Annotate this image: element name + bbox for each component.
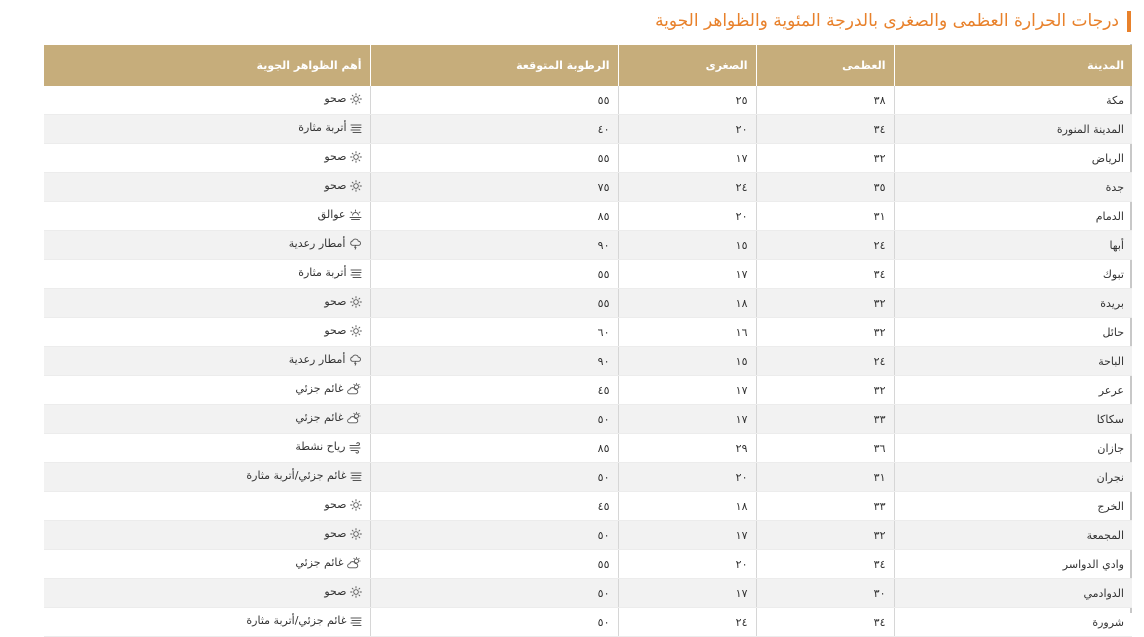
- max-temp-cell: ٣٢: [756, 376, 894, 405]
- city-cell: المدينة المنورة: [894, 115, 1132, 144]
- min-temp-cell: ٢٠: [618, 115, 756, 144]
- city-cell: الدوادمي: [894, 579, 1132, 608]
- humidity-cell: ٥٥: [370, 144, 618, 173]
- phenomenon-cell: [44, 550, 370, 579]
- phenomenon: [298, 121, 361, 134]
- min-temp-cell: ١٧: [618, 405, 756, 434]
- min-temp-cell: ٢٠: [618, 202, 756, 231]
- humidity-cell: ٥٥: [370, 550, 618, 579]
- city-cell: شرورة: [894, 608, 1132, 637]
- phenomenon-cell: [44, 521, 370, 550]
- phenomenon-label: أمطار رعدية: [288, 237, 346, 251]
- humidity-cell: ٩٠: [370, 231, 618, 260]
- partly-cloudy-icon: [344, 412, 362, 424]
- page-title-bar: [655, 10, 1131, 32]
- sun-icon: [347, 325, 362, 337]
- table-row: [44, 289, 1132, 318]
- max-temp-cell: ٣٢: [756, 318, 894, 347]
- table-row: [44, 521, 1132, 550]
- sun-icon: [347, 499, 362, 511]
- header-humidity: الرطوبة المتوقعة: [370, 45, 618, 86]
- table-row: [44, 260, 1132, 289]
- phenomenon: [295, 382, 361, 395]
- max-temp-cell: ٣٦: [756, 434, 894, 463]
- city-cell: الدمام: [894, 202, 1132, 231]
- phenomenon-cell: [44, 289, 370, 318]
- phenomenon-cell: [44, 202, 370, 231]
- sun-icon: [347, 151, 362, 163]
- humidity-cell: ٤٥: [370, 376, 618, 405]
- min-temp-cell: ١٧: [618, 521, 756, 550]
- city-cell: المجمعة: [894, 521, 1132, 550]
- min-temp-cell: ١٨: [618, 492, 756, 521]
- city-cell: الرياض: [894, 144, 1132, 173]
- min-temp-cell: ٢٩: [618, 434, 756, 463]
- header-min: الصغرى: [618, 45, 756, 86]
- table-row: [44, 347, 1132, 376]
- phenomenon-cell: [44, 115, 370, 144]
- phenomenon-label: صحو: [324, 179, 347, 193]
- phenomenon-label: عوالق: [317, 208, 346, 222]
- phenomenon-label: صحو: [324, 498, 347, 512]
- phenomenon-label: صحو: [324, 295, 347, 309]
- city-cell: جدة: [894, 173, 1132, 202]
- min-temp-cell: ١٧: [618, 144, 756, 173]
- max-temp-cell: ٣٠: [756, 579, 894, 608]
- humidity-cell: ٤٥: [370, 492, 618, 521]
- max-temp-cell: ٣٤: [756, 608, 894, 637]
- phenomenon-label: غائم جزئي: [295, 382, 344, 396]
- min-temp-cell: ٢٠: [618, 463, 756, 492]
- humidity-cell: ٥٠: [370, 463, 618, 492]
- header-max: العظمى: [756, 45, 894, 86]
- humidity-cell: ٥٥: [370, 86, 618, 115]
- header-phenomena: أهم الظواهر الجوية: [44, 45, 370, 86]
- table-body: [44, 86, 1132, 637]
- city-cell: سكاكا: [894, 405, 1132, 434]
- city-cell: تبوك: [894, 260, 1132, 289]
- phenomenon-cell: [44, 144, 370, 173]
- table-row: [44, 115, 1132, 144]
- table-row: [44, 492, 1132, 521]
- phenomenon: [324, 585, 361, 598]
- sun-icon: [347, 93, 362, 105]
- phenomenon: [324, 324, 361, 337]
- phenomenon: [295, 556, 361, 569]
- max-temp-cell: ٣٤: [756, 115, 894, 144]
- min-temp-cell: ١٧: [618, 260, 756, 289]
- table-row: [44, 405, 1132, 434]
- phenomenon: [295, 411, 361, 424]
- phenomenon-cell: [44, 376, 370, 405]
- max-temp-cell: ٣٢: [756, 289, 894, 318]
- table-row: [44, 579, 1132, 608]
- city-cell: عرعر: [894, 376, 1132, 405]
- min-temp-cell: ٢٤: [618, 608, 756, 637]
- humidity-cell: ٩٠: [370, 347, 618, 376]
- dust-icon: [347, 615, 362, 627]
- dust-icon: [347, 122, 362, 134]
- phenomenon-cell: [44, 260, 370, 289]
- humidity-cell: ٥٠: [370, 579, 618, 608]
- max-temp-cell: ٣٤: [756, 550, 894, 579]
- city-cell: الباحة: [894, 347, 1132, 376]
- phenomenon: [295, 440, 361, 453]
- humidity-cell: ٥٠: [370, 521, 618, 550]
- max-temp-cell: ٣٣: [756, 492, 894, 521]
- phenomenon: [324, 179, 361, 192]
- min-temp-cell: ١٥: [618, 231, 756, 260]
- min-temp-cell: ١٦: [618, 318, 756, 347]
- max-temp-cell: ٣٣: [756, 405, 894, 434]
- city-cell: الخرج: [894, 492, 1132, 521]
- table-row: [44, 550, 1132, 579]
- phenomenon: [318, 208, 362, 221]
- humidity-cell: ٥٥: [370, 289, 618, 318]
- partly-cloudy-icon: [344, 383, 362, 395]
- wind-icon: [346, 441, 362, 453]
- sun-icon: [347, 180, 362, 192]
- humidity-cell: ٨٥: [370, 202, 618, 231]
- table-row: [44, 608, 1132, 637]
- max-temp-cell: ٢٤: [756, 347, 894, 376]
- phenomenon: [246, 614, 361, 627]
- table-header-row: [44, 45, 1132, 86]
- phenomenon: [324, 527, 361, 540]
- max-temp-cell: ٣١: [756, 202, 894, 231]
- thunder-rain-icon: [346, 354, 362, 366]
- phenomenon-label: غائم جزئي/أتربة مثارة: [246, 469, 347, 483]
- phenomenon-cell: [44, 347, 370, 376]
- phenomenon: [246, 469, 361, 482]
- humidity-cell: ٤٠: [370, 115, 618, 144]
- city-cell: وادي الدواسر: [894, 550, 1132, 579]
- min-temp-cell: ١٥: [618, 347, 756, 376]
- max-temp-cell: ٣٨: [756, 86, 894, 115]
- haze-icon: [346, 209, 362, 221]
- page-title: درجات الحرارة العظمى والصغرى بالدرجة المئوية والظواهر الجوية: [655, 11, 1119, 31]
- phenomenon-label: أتربة مثارة: [298, 266, 347, 280]
- min-temp-cell: ١٨: [618, 289, 756, 318]
- phenomenon: [324, 498, 361, 511]
- min-temp-cell: ١٧: [618, 579, 756, 608]
- max-temp-cell: ٣٢: [756, 521, 894, 550]
- table-row: [44, 202, 1132, 231]
- phenomenon-label: رياح نشطة: [295, 440, 346, 454]
- city-cell: مكة: [894, 86, 1132, 115]
- phenomenon-label: صحو: [324, 527, 347, 541]
- table-row: [44, 434, 1132, 463]
- header-city: المدينة: [894, 45, 1132, 86]
- partly-cloudy-icon: [344, 557, 362, 569]
- sun-icon: [347, 296, 362, 308]
- humidity-cell: ٥٥: [370, 260, 618, 289]
- min-temp-cell: ٢٤: [618, 173, 756, 202]
- humidity-cell: ٧٥: [370, 173, 618, 202]
- weather-table: [44, 45, 1132, 637]
- phenomenon: [324, 92, 361, 105]
- city-cell: نجران: [894, 463, 1132, 492]
- phenomenon-cell: [44, 231, 370, 260]
- max-temp-cell: ٢٤: [756, 231, 894, 260]
- phenomenon-label: غائم جزئي: [295, 411, 344, 425]
- city-cell: جازان: [894, 434, 1132, 463]
- table-row: [44, 86, 1132, 115]
- phenomenon-cell: [44, 434, 370, 463]
- dust-icon: [347, 267, 362, 279]
- humidity-cell: ٥٠: [370, 405, 618, 434]
- humidity-cell: ٨٥: [370, 434, 618, 463]
- table-row: [44, 463, 1132, 492]
- phenomenon-label: صحو: [324, 324, 347, 338]
- phenomenon-cell: [44, 86, 370, 115]
- phenomenon-cell: [44, 405, 370, 434]
- phenomenon-cell: [44, 463, 370, 492]
- phenomenon-label: صحو: [324, 150, 347, 164]
- phenomenon-cell: [44, 492, 370, 521]
- humidity-cell: ٦٠: [370, 318, 618, 347]
- dust-icon: [347, 470, 362, 482]
- max-temp-cell: ٣٢: [756, 144, 894, 173]
- min-temp-cell: ١٧: [618, 376, 756, 405]
- phenomenon-label: أتربة مثارة: [298, 121, 347, 135]
- max-temp-cell: ٣٥: [756, 173, 894, 202]
- phenomenon-cell: [44, 579, 370, 608]
- city-cell: أبها: [894, 231, 1132, 260]
- sun-icon: [347, 586, 362, 598]
- min-temp-cell: ٢٠: [618, 550, 756, 579]
- table-row: [44, 144, 1132, 173]
- max-temp-cell: ٣٤: [756, 260, 894, 289]
- thunder-rain-icon: [346, 238, 362, 250]
- sun-icon: [347, 528, 362, 540]
- phenomenon: [289, 353, 362, 366]
- max-temp-cell: ٣١: [756, 463, 894, 492]
- phenomenon: [324, 150, 361, 163]
- table-row: [44, 376, 1132, 405]
- phenomenon-cell: [44, 608, 370, 637]
- table-row: [44, 231, 1132, 260]
- city-cell: بريدة: [894, 289, 1132, 318]
- phenomenon-cell: [44, 318, 370, 347]
- table-row: [44, 318, 1132, 347]
- phenomenon-label: صحو: [324, 92, 347, 106]
- min-temp-cell: ٢٥: [618, 86, 756, 115]
- phenomenon-label: غائم جزئي: [295, 556, 344, 570]
- phenomenon: [298, 266, 361, 279]
- phenomenon-label: غائم جزئي/أتربة مثارة: [246, 614, 347, 628]
- title-accent-bar: [1127, 11, 1131, 32]
- phenomenon-label: صحو: [324, 585, 347, 599]
- phenomenon: [289, 237, 362, 250]
- city-cell: حائل: [894, 318, 1132, 347]
- phenomenon-label: أمطار رعدية: [288, 353, 346, 367]
- humidity-cell: ٥٠: [370, 608, 618, 637]
- table-row: [44, 173, 1132, 202]
- phenomenon: [324, 295, 361, 308]
- phenomenon-cell: [44, 173, 370, 202]
